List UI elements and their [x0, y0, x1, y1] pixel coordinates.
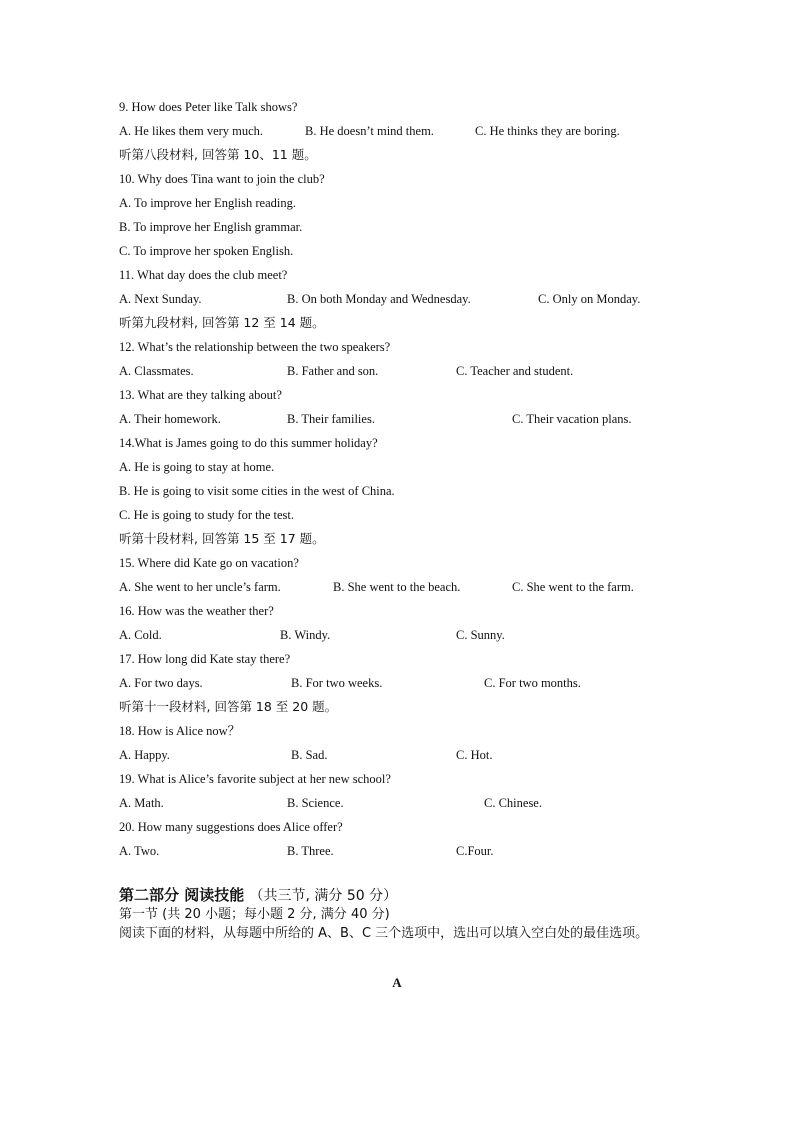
- section-1-heading: 第一节 (共 20 小题；每小题 2 分, 满分 40 分): [119, 907, 390, 922]
- section-9-heading: 听第九段材料, 回答第 12 至 14 题。: [119, 315, 325, 330]
- option-15b: B. She went to the beach.: [333, 580, 461, 594]
- option-19b: B. Science.: [287, 796, 344, 810]
- part-2-title: 第二部分 阅读技能: [119, 886, 245, 904]
- question-13: 13. What are they talking about?: [119, 388, 282, 402]
- question-11: 11. What day does the club meet?: [119, 268, 288, 282]
- section-8-heading: 听第八段材料, 回答第 10、11 题。: [119, 147, 317, 162]
- option-12a: A. Classmates.: [119, 364, 194, 378]
- option-12c: C. Teacher and student.: [456, 364, 574, 378]
- option-14b: B. He is going to visit some cities in the west of China.: [119, 484, 395, 498]
- question-10: 10. Why does Tina want to join the club?: [119, 172, 325, 186]
- option-16a: A. Cold.: [119, 628, 162, 642]
- passage-label: A: [392, 975, 402, 990]
- question-14: 14.What is James going to do this summer holiday?: [119, 436, 378, 450]
- option-13a: A. Their homework.: [119, 412, 221, 426]
- option-15c: C. She went to the farm.: [512, 580, 634, 594]
- option-11c: C. Only on Monday.: [538, 292, 641, 306]
- option-20c: C.Four.: [456, 844, 494, 858]
- option-19c: C. Chinese.: [484, 796, 542, 810]
- option-13c: C. Their vacation plans.: [512, 412, 632, 426]
- option-11b: B. On both Monday and Wednesday.: [287, 292, 471, 306]
- option-12b: B. Father and son.: [287, 364, 379, 378]
- option-17a: A. For two days.: [119, 676, 203, 690]
- option-16c: C. Sunny.: [456, 628, 505, 642]
- question-16: 16. How was the weather ther?: [119, 604, 274, 618]
- question-12: 12. What’s the relationship between the two speakers?: [119, 340, 391, 354]
- option-17c: C. For two months.: [484, 676, 581, 690]
- section-11-heading: 听第十一段材料, 回答第 18 至 20 题。: [119, 699, 338, 714]
- question-20: 20. How many suggestions does Alice offer?: [119, 820, 343, 834]
- option-19a: A. Math.: [119, 796, 164, 810]
- option-10c: C. To improve her spoken English.: [119, 244, 294, 258]
- option-10a: A. To improve her English reading.: [119, 196, 296, 210]
- option-18c: C. Hot.: [456, 748, 493, 762]
- option-16b: B. Windy.: [280, 628, 331, 642]
- section-10-heading: 听第十段材料, 回答第 15 至 17 题。: [119, 531, 325, 546]
- question-19: 19. What is Alice’s favorite subject at her new school?: [119, 772, 391, 786]
- question-9: 9. How does Peter like Talk shows?: [119, 100, 298, 114]
- option-9c: C. He thinks they are boring.: [475, 124, 620, 138]
- option-9a: A. He likes them very much.: [119, 124, 264, 138]
- option-14c: C. He is going to study for the test.: [119, 508, 294, 522]
- option-17b: B. For two weeks.: [291, 676, 383, 690]
- option-13b: B. Their families.: [287, 412, 375, 426]
- question-18: 18. How is Alice now？: [119, 724, 241, 738]
- instructions: 阅读下面的材料，从每题中所给的 A、B、C 三个选项中，选出可以填入空白处的最佳选项。: [119, 926, 649, 941]
- option-11a: A. Next Sunday.: [119, 292, 202, 306]
- option-14a: A. He is going to stay at home.: [119, 460, 275, 474]
- option-10b: B. To improve her English grammar.: [119, 220, 303, 234]
- option-18b: B. Sad.: [291, 748, 328, 762]
- part-2-score: （共三节, 满分 50 分）: [249, 888, 398, 904]
- question-15: 15. Where did Kate go on vacation?: [119, 556, 299, 570]
- question-17: 17. How long did Kate stay there?: [119, 652, 291, 666]
- part-2-heading: [119, 885, 397, 906]
- option-18a: A. Happy.: [119, 748, 170, 762]
- option-15a: A. She went to her uncle’s farm.: [119, 580, 281, 594]
- option-20b: B. Three.: [287, 844, 334, 858]
- option-20a: A. Two.: [119, 844, 160, 858]
- option-9b: B. He doesn’t mind them.: [305, 124, 434, 138]
